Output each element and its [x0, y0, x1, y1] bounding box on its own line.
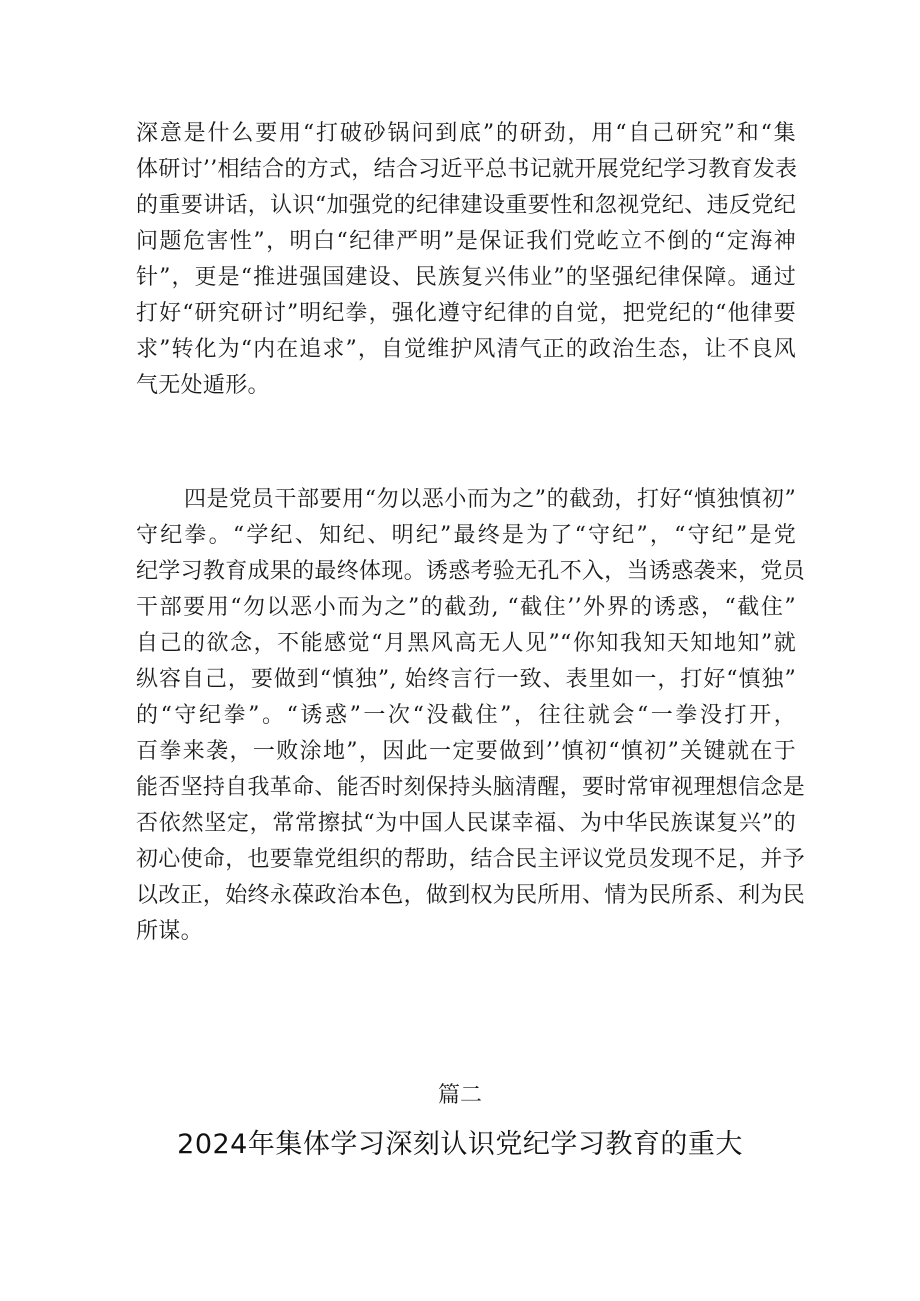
- text-line: 纪学习教育成果的最终体现。诱惑考验无孔不入，当诱惑袭来，党员: [136, 559, 806, 584]
- body-paragraph: [136, 116, 796, 404]
- text-line: 自己的欲念，不能感觉“月黑风高无人见”“你知我知天知地知”就: [136, 631, 796, 656]
- text-line: 干部要用“勿以恶小而为之”的截劲, “截住’’外界的诱惑，“截住”: [136, 595, 796, 620]
- text-line: 问题危害性”，明白“纪律严明”是保证我们党屹立不倒的“定海神: [136, 229, 796, 254]
- document-title: 2024年集体学习深刻认识党纪学习教育的重大: [177, 1129, 743, 1160]
- text-line: 气无处遁形。: [136, 373, 270, 398]
- text-line: 四是党员干部要用“勿以恶小而为之”的截劲，打好“慎独慎初”: [184, 487, 796, 512]
- text-line: 百拳来袭，一败涂地”，因此一定要做到’’慎初“慎初”关键就在于: [136, 739, 796, 764]
- text-line: 打好“研究研讨”明纪拳，强化遵守纪律的自觉，把党纪的“他律要: [136, 301, 796, 326]
- text-line: 守纪拳。“学纪、知纪、明纪”最终是为了“守纪”，“守纪”是党: [136, 523, 796, 548]
- text-line: 深意是什么要用“打破砂锅问到底”的研劲，用“自己研究”和“集: [136, 121, 796, 146]
- body-paragraph: [136, 482, 806, 950]
- text-line: 的重要讲话，认识“加强党的纪律建设重要性和忽视党纪、违反党纪: [136, 193, 796, 218]
- text-line: 的“守纪拳”。“诱惑”一次“没截住”，往往就会“一拳没打开，: [136, 703, 796, 728]
- text-line: 针”，更是“推进强国建设、民族复兴伟业”的坚强纪律保障。通过: [136, 265, 796, 290]
- text-line: 求”转化为“内在追求”，自觉维护风清气正的政治生态，让不良风: [136, 337, 796, 362]
- text-line: 纵容自己，要做到“慎独”, 始终言行一致、表里如一，打好“慎独”: [136, 667, 796, 692]
- text-line: 初心使命，也要靠党组织的帮助，结合民主评议党员发现不足，并予: [136, 847, 806, 872]
- text-line: 所谋。: [136, 919, 203, 944]
- text-line: 体研讨’’相结合的方式，结合习近平总书记就开展党纪学习教育发表: [136, 157, 798, 182]
- text-line: 以改正，始终永葆政治本色，做到权为民所用、情为民所系、利为民: [136, 883, 806, 908]
- section-label: 篇二: [437, 1083, 482, 1108]
- text-line: 否依然坚定，常常擦拭“为中国人民谋幸福、为中华民族谋复兴”的: [136, 811, 796, 836]
- text-line: 能否坚持自我革命、能否时刻保持头脑清醒，要时常审视理想信念是: [136, 775, 806, 800]
